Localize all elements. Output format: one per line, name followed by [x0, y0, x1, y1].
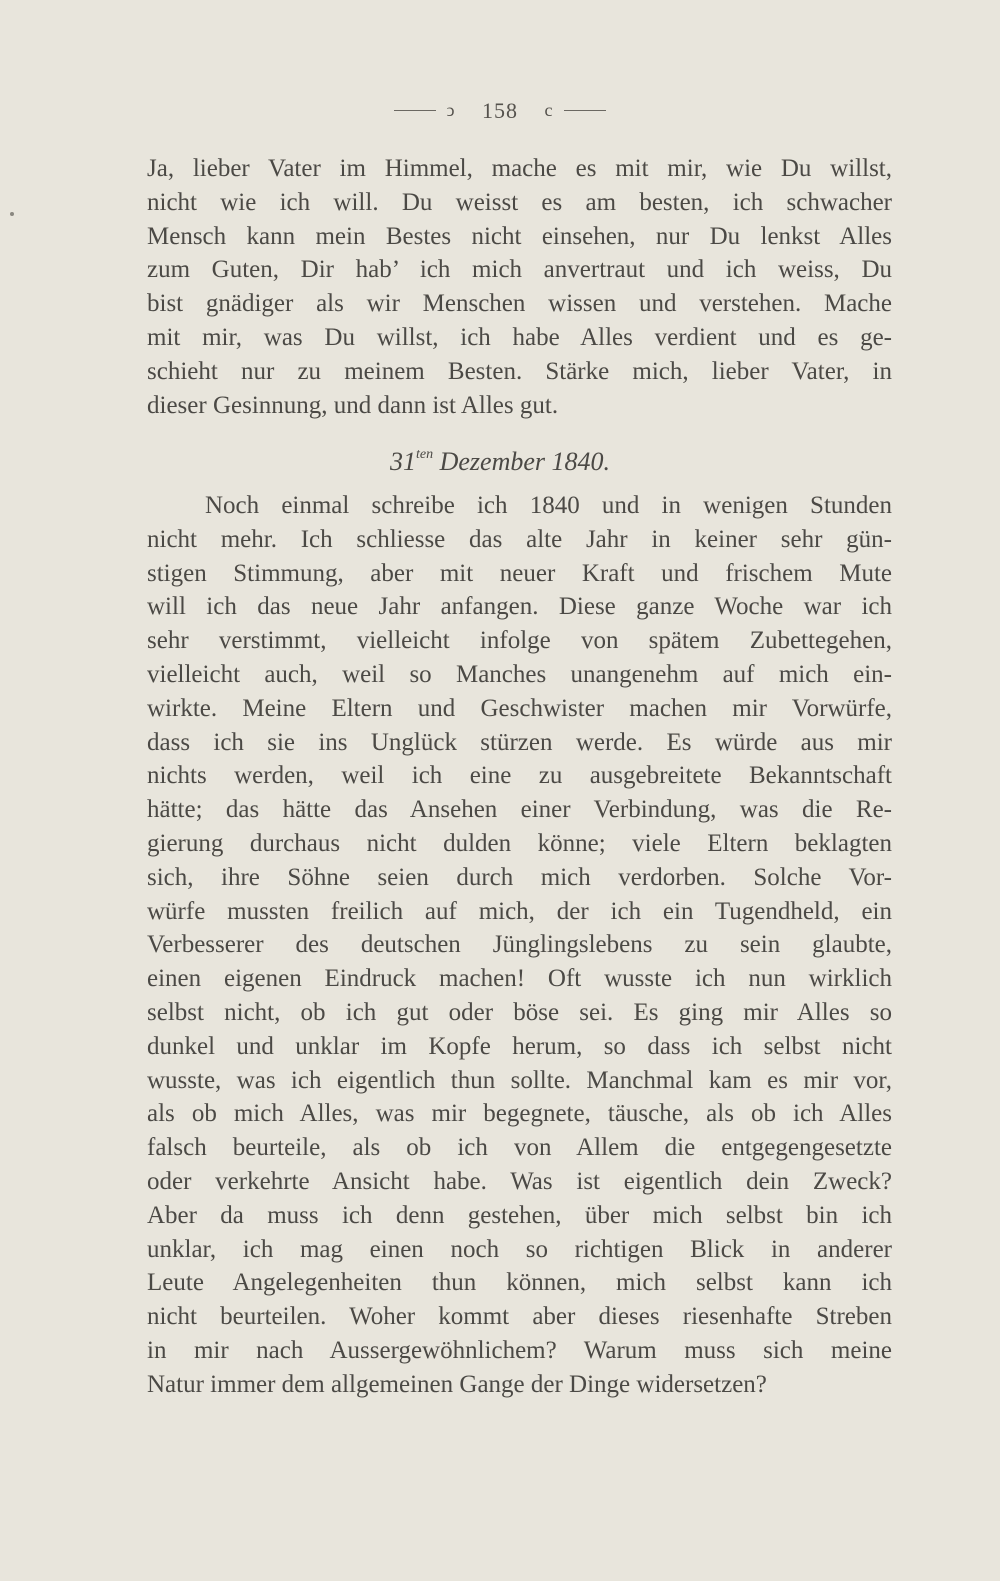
text-line: sehr verstimmt, vielleicht infolge von spätem Zubettegehen, — [147, 627, 892, 655]
dateline-day: 31 — [389, 447, 416, 476]
text-line: würfe mussten freilich auf mich, der ich ein Tugendheld, ein — [147, 897, 892, 925]
text-line: falsch beurteile, als ob ich von Allem die entgegengesetzte — [147, 1134, 892, 1162]
text-line: dieser Gesinnung, und dann ist Alles gut. — [147, 391, 559, 419]
text-line: dunkel und unklar im Kopfe herum, so dass ich selbst nicht — [147, 1032, 892, 1060]
header-rule-left — [394, 110, 436, 111]
text-line: zum Guten, Dir hab’ ich mich anvertraut und ich weiss, Du — [147, 256, 892, 284]
text-line: nicht beurteilen. Woher kommt aber dieses riesenhafte Streben — [147, 1303, 892, 1331]
text-line: Noch einmal schreibe ich 1840 und in wenigen Stunden — [205, 492, 892, 519]
text-line: Ja, lieber Vater im Himmel, mache es mit mir, wie Du willst, — [147, 155, 892, 182]
text-line: gierung durchaus nicht dulden könne; viele Eltern beklagten — [147, 829, 892, 857]
text-line: oder verkehrte Ansicht habe. Was ist eigentlich dein Zweck? — [147, 1167, 892, 1195]
text-line: unklar, ich mag einen noch so richtigen Blick in anderer — [147, 1235, 892, 1263]
text-line: nichts werden, weil ich eine zu ausgebreitete Bekanntschaft — [147, 762, 892, 790]
text-line: sich, ihre Söhne seien durch mich verdorben. Solche Vor- — [147, 863, 892, 891]
text-line: Mensch kann mein Bestes nicht einsehen, nur Du lenkst Alles — [147, 222, 892, 250]
text-line: nicht wie ich will. Du weisst es am besten, ich schwacher — [147, 188, 892, 216]
text-line: Natur immer dem allgemeinen Gange der Dinge widersetzen? — [147, 1370, 767, 1398]
text-line: vielleicht auch, weil so Manches unangenehm auf mich ein- — [147, 660, 892, 688]
header-ornament-left: ↄ — [446, 100, 456, 121]
text-line: einen eigenen Eindruck machen! Oft wusste ich nun wirklich — [147, 965, 892, 993]
text-line: hätte; das hätte das Ansehen einer Verbindung, was die Re- — [147, 796, 892, 824]
dateline-suffix: ten — [415, 447, 434, 462]
text-line: Aber da muss ich denn gestehen, über mich selbst bin ich — [147, 1201, 892, 1229]
header-rule-right — [564, 110, 606, 111]
dateline-month-year: Dezember 1840. — [433, 447, 611, 476]
text-line: nicht mehr. Ich schliesse das alte Jahr in keiner sehr gün- — [147, 525, 892, 553]
text-line: in mir nach Aussergewöhnlichem? Warum muss sich meine — [147, 1336, 892, 1364]
running-header — [0, 96, 1000, 124]
text-line: selbst nicht, ob ich gut oder böse sei. Es ging mir Alles so — [147, 998, 892, 1026]
text-line: als ob mich Alles, was mir begegnete, täusche, als ob ich Alles — [147, 1100, 892, 1128]
text-line: wirkte. Meine Eltern und Geschwister machen mir Vorwürfe, — [147, 694, 892, 722]
margin-speck — [10, 212, 14, 216]
text-line: dass ich sie ins Unglück stürzen werde. Es würde aus mir — [147, 728, 892, 756]
page-number: 158 — [482, 97, 518, 123]
paragraph-prayer — [147, 152, 892, 422]
diary-dateline — [0, 447, 1000, 477]
text-line: Verbesserer des deutschen Jünglingslebens zu sein glaubte, — [147, 931, 892, 959]
paragraph-diary-entry — [147, 489, 892, 1402]
text-line: will ich das neue Jahr anfangen. Diese ganze Woche war ich — [147, 593, 892, 621]
text-line: Leute Angelegenheiten thun können, mich selbst kann ich — [147, 1269, 892, 1297]
text-line: bist gnädiger als wir Menschen wissen und verstehen. Mache — [147, 290, 892, 318]
text-line: mit mir, was Du willst, ich habe Alles verdient und es ge- — [147, 323, 892, 351]
text-line: schieht nur zu meinem Besten. Stärke mich, lieber Vater, in — [147, 357, 892, 385]
text-line: stigen Stimmung, aber mit neuer Kraft und frischem Mute — [147, 559, 892, 587]
header-ornament-right: c — [544, 100, 554, 121]
text-line: wusste, was ich eigentlich thun sollte. Manchmal kam es mir vor, — [147, 1066, 892, 1094]
